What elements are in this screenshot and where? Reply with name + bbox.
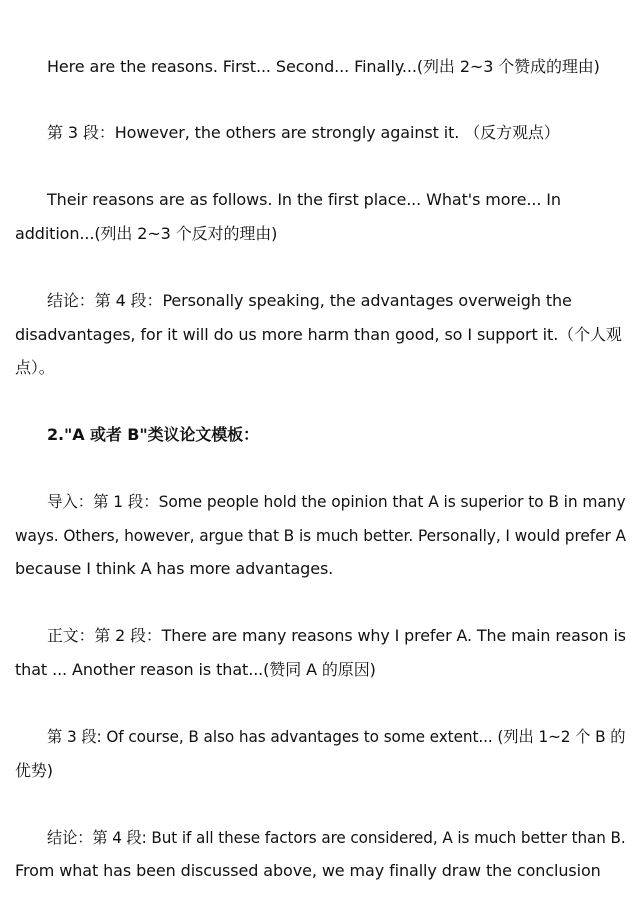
body-paragraph-line-1: 正文：第 2 段：There are many reasons why I prefer A. The main reason is [47, 626, 626, 645]
final-conclusion-line-1: 结论：第 4 段: But if all these factors are considered, A is much better than B. [47, 828, 626, 847]
paragraph-reasons-against-line-1: Their reasons are as follows. In the first place... What's more... In [47, 190, 561, 209]
intro-paragraph-line-3: because I think A has more advantages. [15, 559, 334, 578]
paragraph-3-b-advantages-line-1: 第 3 段: Of course, B also has advantages to some extent... (列出 1~2 个 B 的 [47, 727, 626, 746]
conclusion-paragraph-line-3: 点）。 [15, 358, 55, 377]
paragraph-reasons-against-line-2: addition...(列出 2~3 个反对的理由) [15, 224, 278, 243]
paragraph-reasons-for: Here are the reasons. First... Second... Finally...(列出 2~3 个赞成的理由) [47, 57, 600, 76]
body-paragraph-line-2: that ... Another reason is that...(赞同 A 的原因) [15, 660, 376, 679]
paragraph-3-against: 第 3 段：However, the others are strongly against it. （反方观点） [47, 123, 560, 142]
final-conclusion-line-2: From what has been discussed above, we may finally draw the conclusion [15, 861, 601, 880]
intro-paragraph-line-2: ways. Others, however, argue that B is much better. Personally, I would prefer A [15, 526, 626, 545]
conclusion-paragraph-line-1: 结论：第 4 段：Personally speaking, the advantages overweigh the [47, 291, 572, 310]
intro-paragraph-line-1: 导入：第 1 段：Some people hold the opinion that A is superior to B in many [47, 492, 626, 511]
section-heading-a-or-b: 2."A 或者 B"类议论文模板： [47, 425, 259, 444]
conclusion-paragraph-line-2: disadvantages, for it will do us more harm than good, so I support it.（个人观 [15, 325, 622, 344]
paragraph-3-b-advantages-line-2: 优势) [15, 761, 53, 780]
